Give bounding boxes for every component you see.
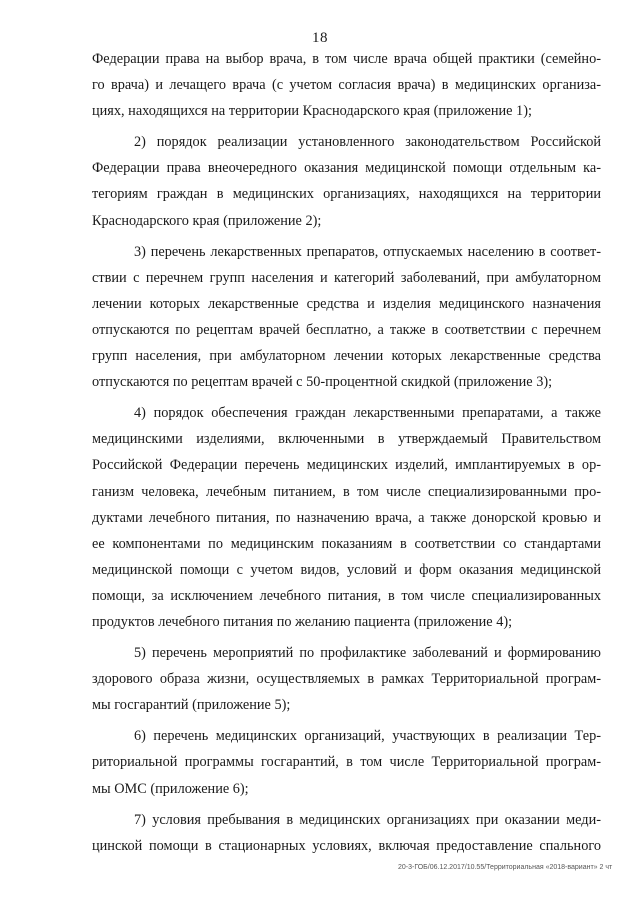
text-line: дуктами лечебного питания, по назначению врача, а также донорской кровью и <box>92 509 601 526</box>
paragraph <box>92 129 601 233</box>
text-line: 2) порядок реализации установленного законодательством Российской <box>134 134 601 151</box>
paragraph <box>92 807 601 859</box>
text-line: риториальной программы госгарантий, в том числе Территориальной програм- <box>92 754 601 771</box>
text-line: го врача) и лечащего врача (с учетом согласия врача) в медицинских организа- <box>92 77 601 94</box>
text-line: 6) перечень медицинских организаций, участвующих в реализации Тер- <box>134 728 601 745</box>
text-line: Краснодарского края (приложение 2); <box>92 212 322 229</box>
text-line: медицинскими изделиями, включенными в утверждаемый Правительством <box>92 431 601 448</box>
footer-note: 20-3-ГОБ/06.12.2017/10.55/Территориальная «2018-вариант» 2 чт <box>398 864 613 871</box>
text-line: лечении которых лекарственные средства и изделия медицинского назначения <box>92 295 601 312</box>
text-line: тегориям граждан в медицинских организациях, находящихся на территории <box>92 186 601 203</box>
text-line: отпускаются по рецептам врачей бесплатно, а также в соответствии с перечнем <box>92 321 601 338</box>
text-line: 4) порядок обеспечения граждан лекарственными препаратами, а также <box>134 405 601 422</box>
text-line: ствии с перечнем групп населения и категорий заболеваний, при амбулаторном <box>92 269 601 286</box>
text-line: циях, находящихся на территории Краснодарского края (приложение 1); <box>92 103 532 120</box>
text-line: медицинской помощи с учетом видов, условий и форм оказания медицинской <box>92 561 601 578</box>
paragraph <box>92 46 601 124</box>
paragraph <box>92 723 601 801</box>
text-line: Российской Федерации перечень медицинских изделий, имплантируемых в ор- <box>92 457 601 474</box>
document-body <box>92 46 601 859</box>
text-line: 7) условия пребывания в медицинских организациях при оказании меди- <box>134 811 601 828</box>
text-line: ганизм человека, лечебным питанием, в том числе специализированными про- <box>92 483 601 500</box>
text-line: мы ОМС (приложение 6); <box>92 780 249 797</box>
paragraph <box>92 239 601 396</box>
page-number: 18 <box>312 30 328 46</box>
text-line: ее компонентами по медицинским показаниям в соответствии со стандартами <box>92 535 601 552</box>
text-line: здорового образа жизни, осуществляемых в рамках Территориальной програм- <box>92 671 601 688</box>
text-line: 3) перечень лекарственных препаратов, отпускаемых населению в соответ- <box>134 243 601 260</box>
text-line: Федерации права на выбор врача, в том числе врача общей практики (семейно- <box>92 51 601 67</box>
paragraph <box>92 640 601 718</box>
text-line: помощи, за исключением лечебного питания, в том числе специализированных <box>92 587 601 604</box>
text-line: мы госгарантий (приложение 5); <box>92 697 291 714</box>
paragraph <box>92 400 601 635</box>
text-line: групп населения, при амбулаторном лечении которых лекарственные средства <box>92 348 601 365</box>
text-line: отпускаются по рецептам врачей с 50-процентной скидкой (приложение 3); <box>92 374 553 391</box>
text-line: Федерации права внеочередного оказания медицинской помощи отдельным ка- <box>92 160 601 177</box>
text-line: цинской помощи в стационарных условиях, включая предоставление спального <box>92 837 601 854</box>
text-line: продуктов лечебного питания по желанию пациента (приложение 4); <box>92 613 513 630</box>
text-line: 5) перечень мероприятий по профилактике заболеваний и формированию <box>134 645 601 662</box>
